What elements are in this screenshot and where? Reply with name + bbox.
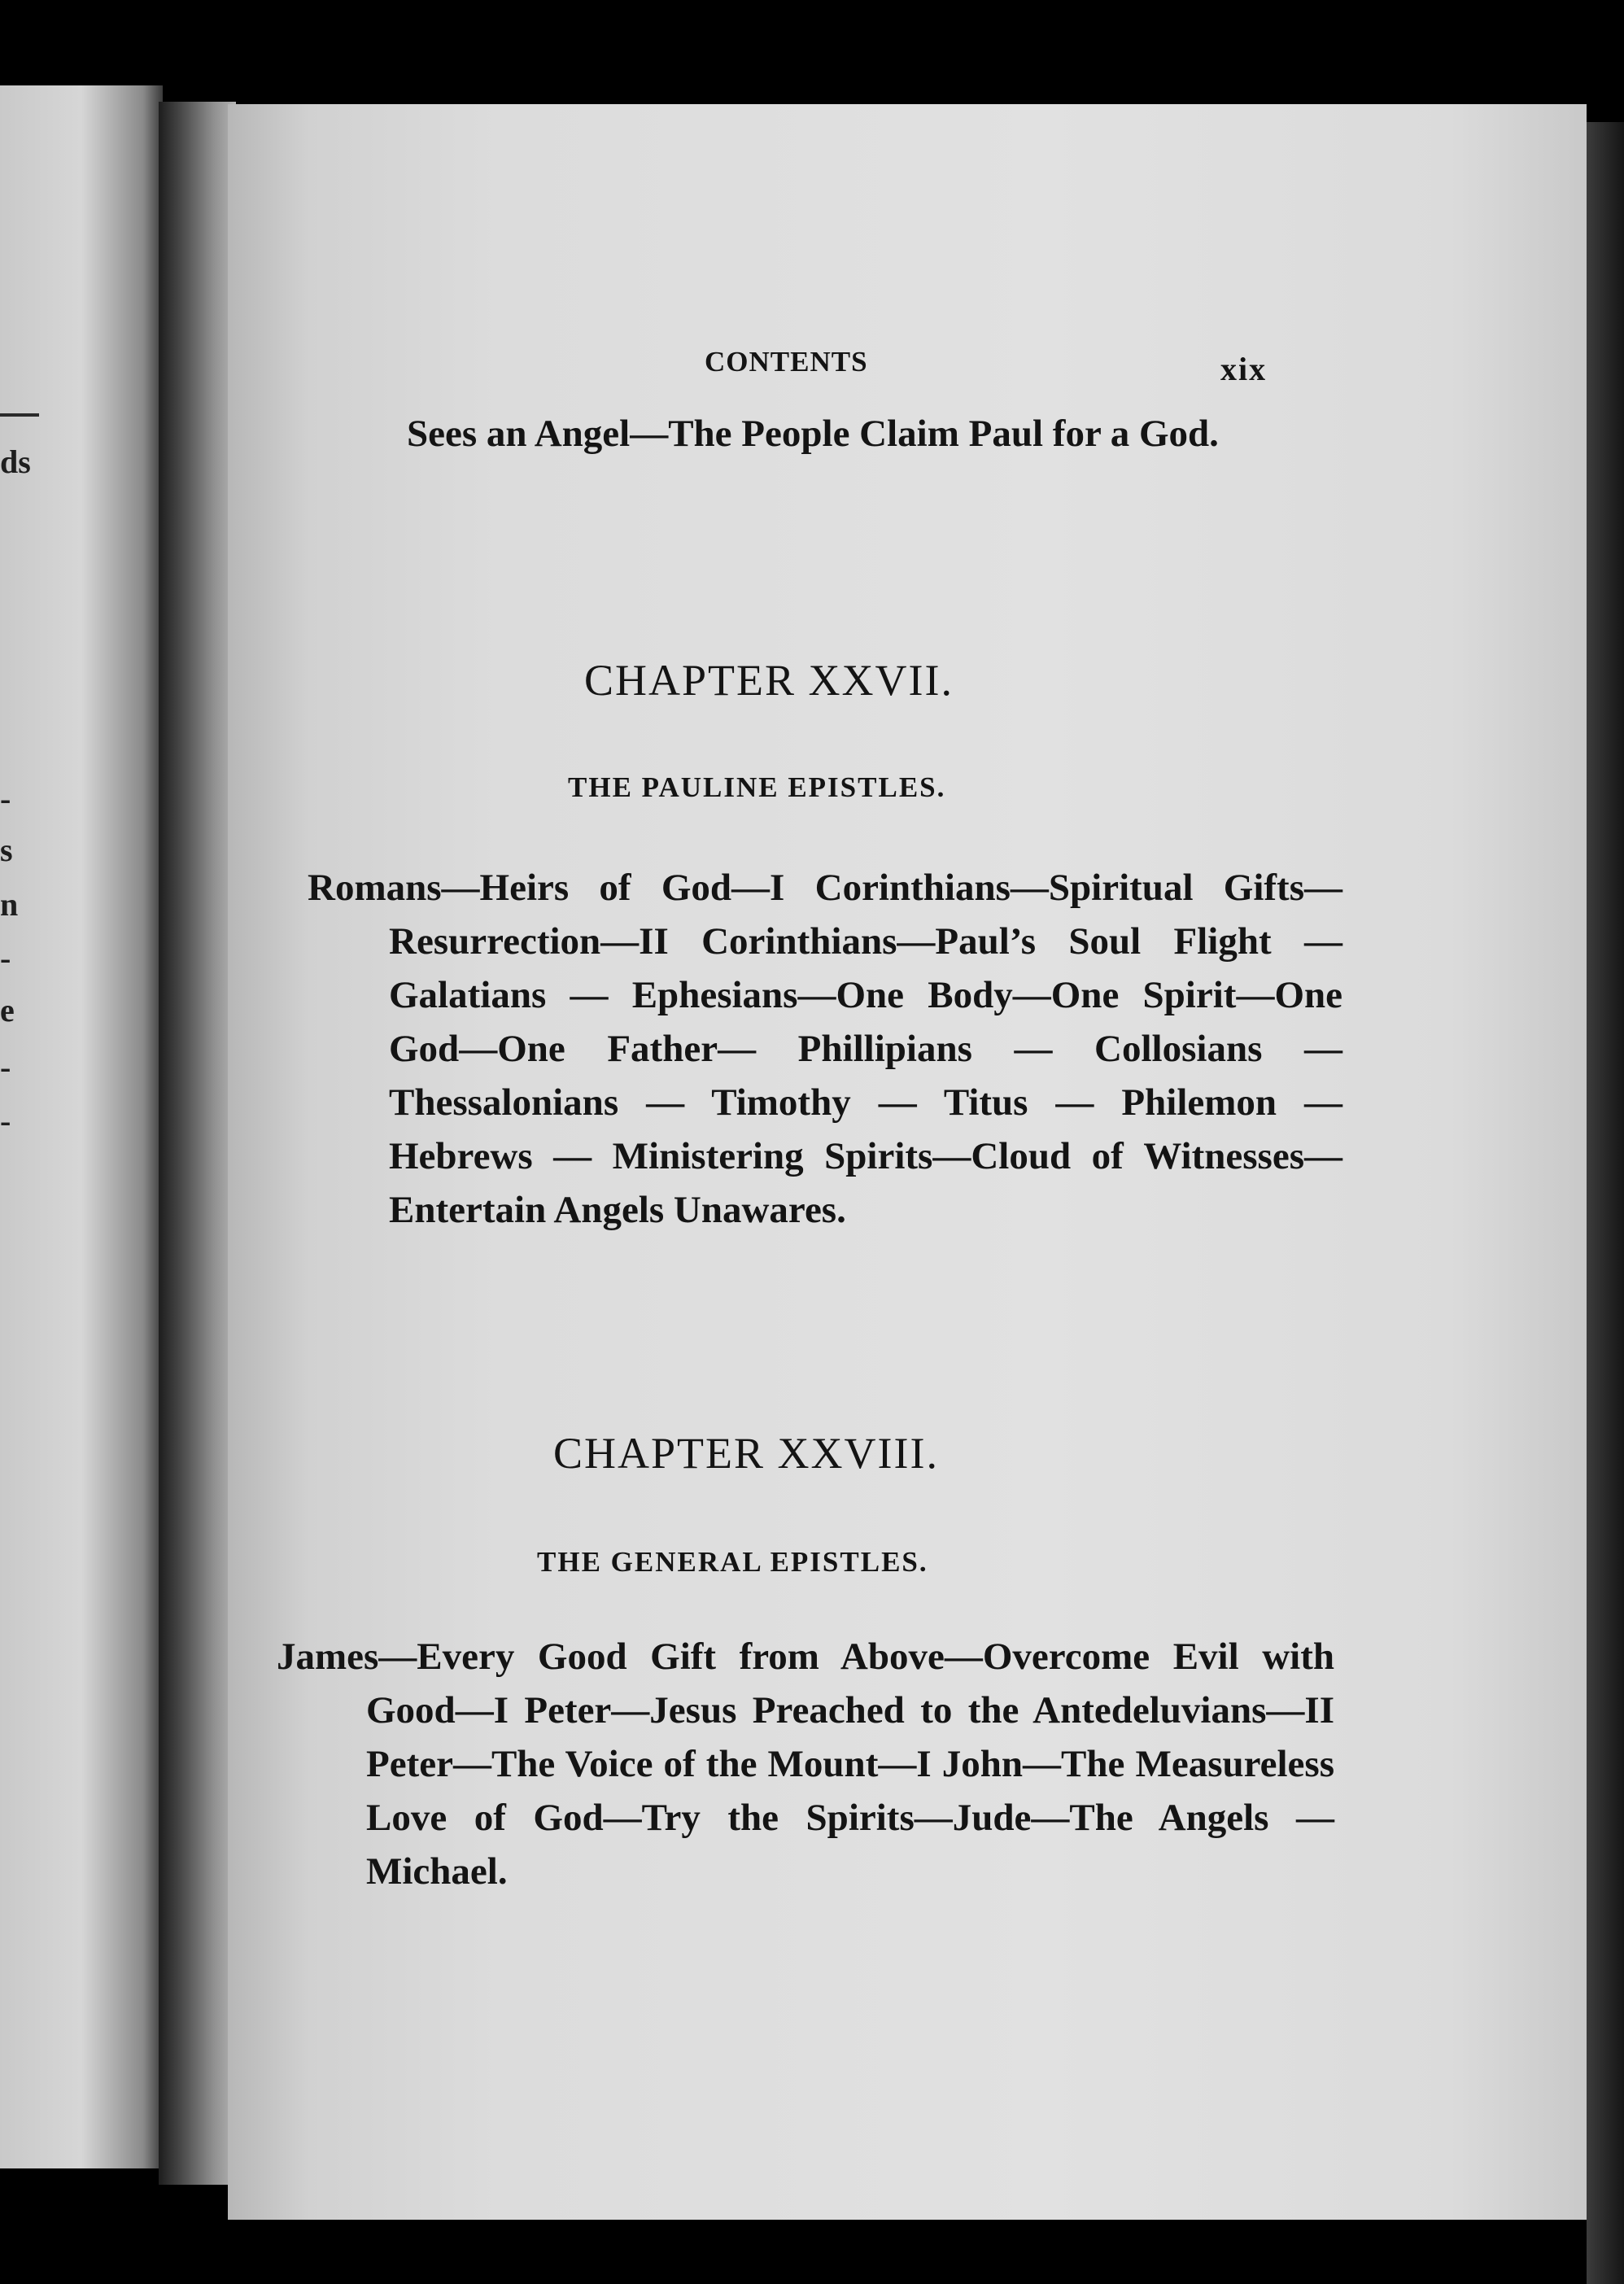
facing-page-fragment: ds <box>0 443 31 480</box>
facing-page-fragment: n <box>0 886 19 923</box>
facing-page-fragment: e <box>0 992 15 1028</box>
facing-page-fragment: - <box>0 940 11 976</box>
chapter-title: CHAPTER XXVIII. <box>553 1429 939 1478</box>
page-edge-shadow <box>1587 122 1624 2284</box>
facing-page-fragment: s <box>0 832 13 868</box>
continued-entry: Sees an Angel—The People Claim Paul for a God. <box>407 413 1219 455</box>
chapter-summary: Romans—Heirs of God—I Corinthians—Spiritual Gifts—Resurrection—II Corinthians—Paul’s Soul Flight — Galatians — Ephesians—One Body—One Spirit—One God—One Father— Phillipians — Collosians — Thessalonians — Timothy — Titus — Philemon — Hebrews — Ministering Spirits—Cloud of Witnesses— Entertain Angels Unawares. <box>308 867 1342 1231</box>
book-gutter <box>159 102 236 2185</box>
chapter-subtitle: THE PAULINE EPISTLES. <box>568 771 946 803</box>
facing-page-fragment: - <box>0 1049 11 1085</box>
facing-page-fragment: - <box>0 1103 11 1139</box>
chapter-subtitle: THE GENERAL EPISTLES. <box>537 1546 928 1578</box>
chapter-summary: James—Every Good Gift from Above—Overcome Evil with Good—I Peter—Jesus Preached to the Antedeluvians—II Peter—The Voice of the Mount—I John—The Measureless Love of God—Try the Spirits—Jude—The Angels —Michael. <box>277 1635 1334 1893</box>
page-number: xix <box>1220 351 1268 387</box>
chapter-title: CHAPTER XXVII. <box>584 656 954 705</box>
facing-page-fragment: - <box>0 780 11 817</box>
running-head: CONTENTS <box>705 346 868 378</box>
facing-page-rule <box>0 413 39 417</box>
